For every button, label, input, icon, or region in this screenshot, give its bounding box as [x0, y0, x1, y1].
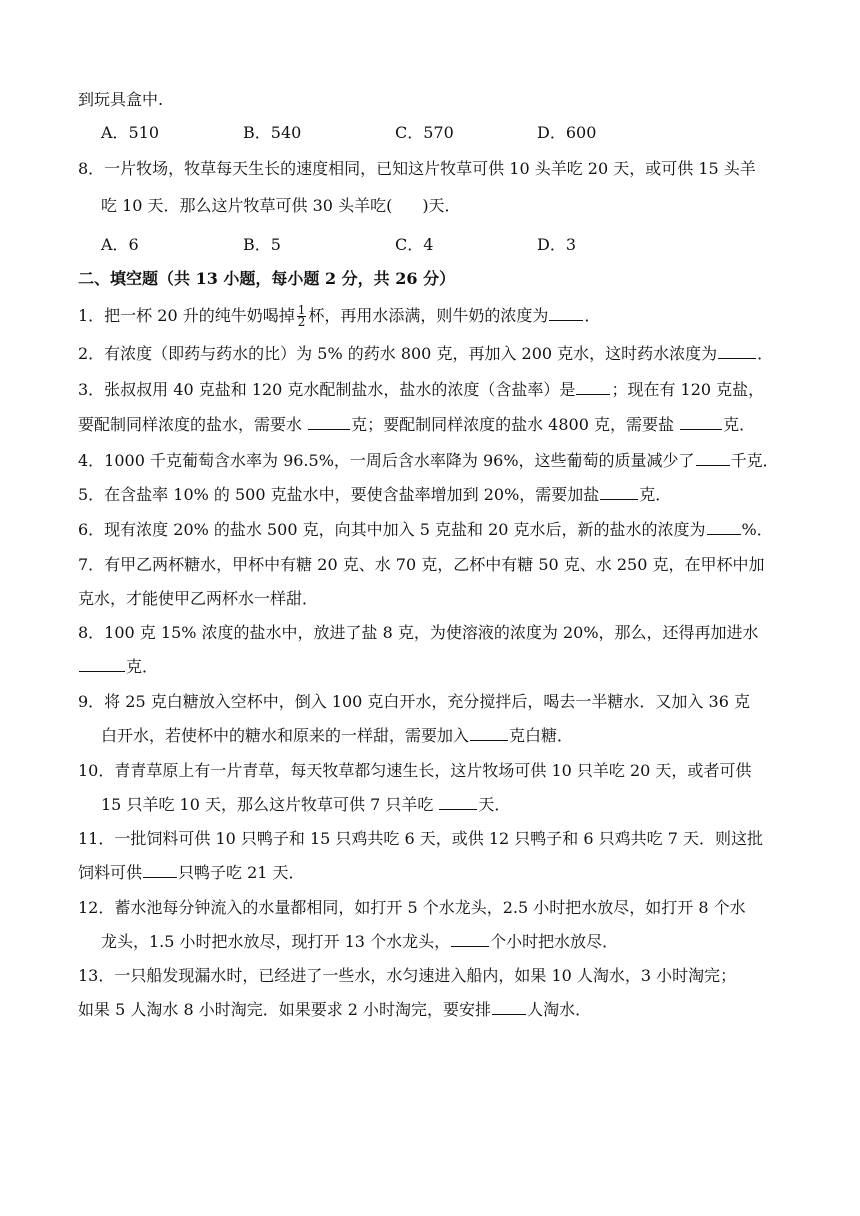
answer-blank[interactable] [451, 930, 489, 947]
fill-question-9-line-1: 9．将 25 克白糖放入空杯中，倒入 100 克白开水，充分搅拌后，喝去一半糖水．又加入 36 克 [78, 692, 750, 711]
answer-blank[interactable] [549, 304, 583, 321]
fill-question-7-line-2: 克水，才能使甲乙两杯水一样甜． [78, 589, 319, 608]
fraction-one-half: $\frac{1}{2}$ [297, 303, 306, 329]
answer-blank[interactable] [696, 449, 730, 466]
fill-question-8-line-1: 8．100 克 15% 浓度的盐水中，放进了盐 8 克，为使溶液的浓度为 20%，那么，还得再加进水 [78, 623, 759, 642]
option-a: A．510 [101, 123, 160, 142]
question-7-tail: 到玩具盒中. [78, 90, 164, 109]
fill-question-5: 5．在含盐率 10% 的 500 克盐水中，要使含盐率增加到 20%，需要加盐 克． [78, 485, 672, 504]
fill-question-12-line-1: 12．蓄水池每分钟流入的水量都相同，如打开 5 个水龙头，2.5 小时把水放尽，如打开 8 个水 [78, 898, 746, 917]
option-b: B．5 [243, 235, 281, 254]
section-title: 二、填空题（共 13 小题，每小题 2 分，共 26 分） [78, 269, 456, 288]
answer-blank[interactable] [576, 378, 610, 395]
answer-blank[interactable] [143, 861, 177, 878]
fill-question-3-line-2: 要配制同样浓度的盐水，需要水 克；要配制同样浓度的盐水 4800 克，需要盐 克． [78, 415, 756, 434]
fill-question-12-line-2: 龙头，1.5 小时把水放尽，现打开 13 个水龙头， 个小时把水放尽． [101, 932, 619, 951]
fill-question-1: 1．把一杯 20 升的纯牛奶喝掉 $\frac{1}{2}$ 杯，再用水添满，则牛奶的浓度为 ． [78, 303, 601, 329]
fill-question-11-line-1: 11．一批饲料可供 10 只鸭子和 15 只鸡共吃 6 天，或供 12 只鸭子和 6 只鸡共吃 7 天．则这批 [78, 829, 764, 848]
fill-question-13-line-2: 如果 5 人淘水 8 小时淘完．如果要求 2 小时淘完，要安排 人淘水． [78, 1000, 592, 1019]
option-d: D．3 [537, 235, 577, 254]
fill-question-3-line-1: 3．张叔叔用 40 克盐和 120 克水配制盐水，盐水的浓度（含盐率）是 ；现在有 120 克盐， [78, 380, 765, 399]
answer-blank[interactable] [79, 655, 125, 672]
option-c: C．570 [395, 123, 454, 142]
fill-question-10-line-1: 10．青青草原上有一片青草，每天牧草都匀速生长，这片牧场可供 10 只羊吃 20 天，或者可供 [78, 761, 752, 780]
fill-question-6: 6．现有浓度 20% 的盐水 500 克，向其中加入 5 克盐和 20 克水后，新的盐水的浓度为 %． [78, 520, 773, 539]
answer-blank[interactable] [718, 342, 756, 359]
question-8-options [101, 233, 790, 257]
answer-blank[interactable] [470, 724, 508, 741]
fill-question-8-line-2: 克． [78, 655, 790, 679]
option-b: B．540 [243, 123, 302, 142]
fill-question-7-line-1: 7．有甲乙两杯糖水，甲杯中有糖 20 克、水 70 克，乙杯中有糖 50 克、水 250 克，在甲杯中加 [78, 555, 765, 574]
option-a: A．6 [101, 235, 139, 254]
answer-blank[interactable] [308, 413, 350, 430]
question-8-line-2: 吃 10 天．那么这片牧草可供 30 头羊吃( )天． [101, 196, 461, 215]
question-8-line-1: 8．一片牧场，牧草每天生长的速度相同，已知这片牧草可供 10 头羊吃 20 天，或可供 15 头羊 [78, 159, 756, 178]
option-d: D．600 [537, 123, 597, 142]
fill-question-10-line-2: 15 只羊吃 10 天，那么这片牧草可供 7 只羊吃 天． [101, 795, 511, 814]
answer-blank[interactable] [439, 793, 477, 810]
option-c: C．4 [395, 235, 434, 254]
fill-question-11-line-2: 饲料可供 只鸭子吃 21 天． [78, 863, 305, 882]
fill-question-9-line-2: 白开水，若使杯中的糖水和原来的一样甜，需要加入 克白糖． [101, 726, 574, 745]
question-7-options [101, 121, 790, 145]
answer-blank[interactable] [680, 413, 722, 430]
answer-blank[interactable] [707, 518, 741, 535]
fill-question-13-line-1: 13．一只船发现漏水时，已经进了一些水，水匀速进入船内，如果 10 人淘水，3 小时淘完； [78, 966, 737, 985]
answer-blank[interactable] [492, 998, 526, 1015]
fill-question-2: 2．有浓度（即药与药水的比）为 5% 的药水 800 克，再加入 200 克水，这时药水浓度为 ． [78, 344, 774, 363]
fill-question-4: 4．1000 千克葡萄含水率为 96.5%，一周后含水率降为 96%，这些葡萄的质量减少了 千克． [78, 451, 779, 470]
answer-blank[interactable] [600, 483, 638, 500]
